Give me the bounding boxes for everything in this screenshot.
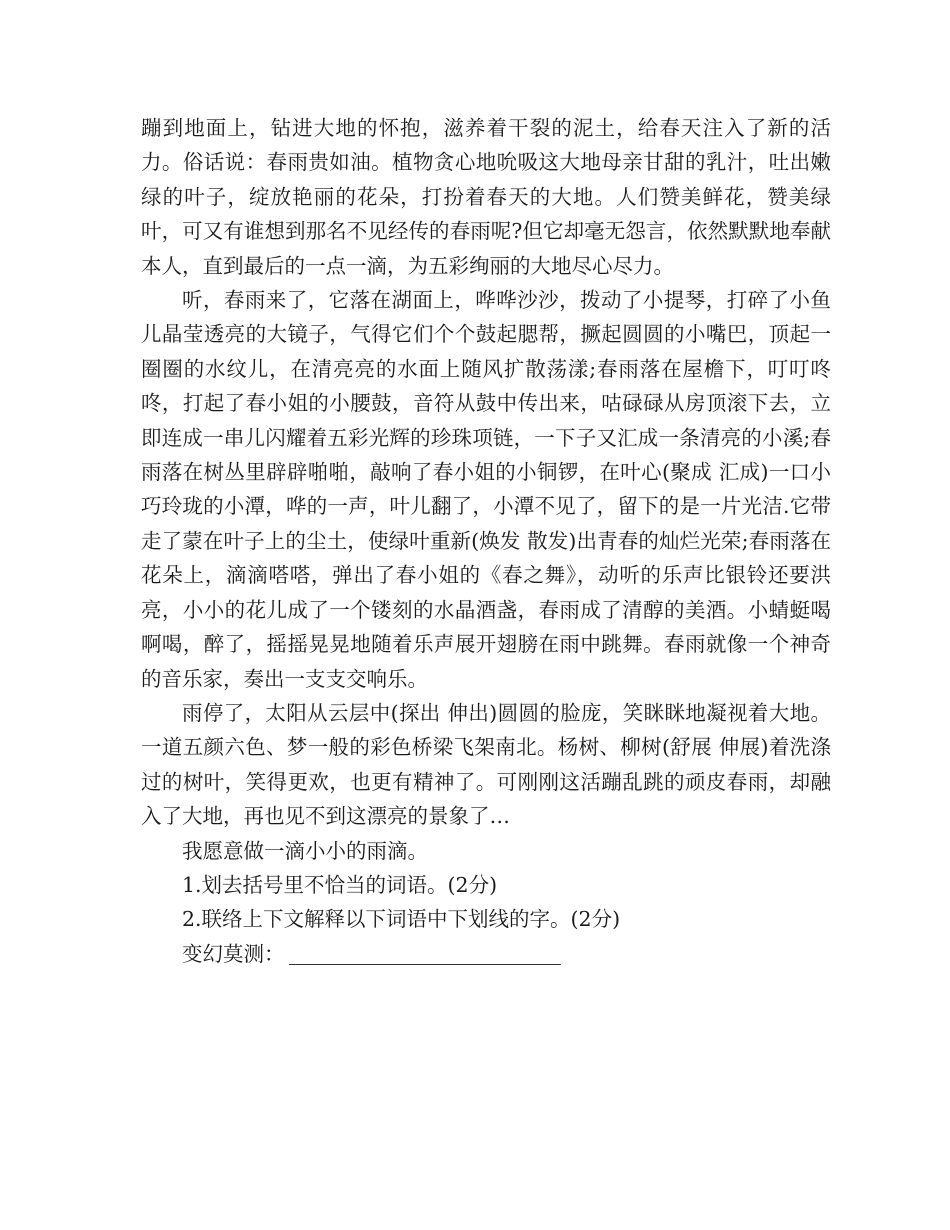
document-page [141, 111, 831, 971]
answer-blank-line[interactable] [289, 942, 561, 965]
paragraph-spring-rain-nourish: 蹦到地面上，钻进大地的怀抱，滋养着干裂的泥土，给春天注入了新的活力。俗话说：春雨贵如油。植物贪心地吮吸这大地母亲甘甜的乳汁，吐出嫩绿的叶子，绽放艳丽的花朵，打扮着春天的大地。人们赞美鲜花，赞美绿叶，可又有谁想到那名不见经传的春雨呢?但它却毫无怨言，依然默默地奉献本人，直到最后的一点一滴，为五彩绚丽的大地尽心尽力。 [141, 116, 831, 278]
closing-line: 我愿意做一滴小小的雨滴。 [182, 838, 428, 863]
fill-in-label: 变幻莫测： [182, 941, 285, 966]
paragraph-after-rain: 雨停了，太阳从云层中(探出 伸出)圆圆的脸庞，笑眯眯地凝视着大地。一道五颜六色、梦一般的彩色桥梁飞架南北。杨树、柳树(舒展 伸展)着洗涤过的树叶，笑得更欢，也更有精神了。可刚刚这活蹦乱跳的顽皮春雨，却融入了大地，再也见不到这漂亮的景象了… [141, 700, 831, 829]
question-2: 2.联络上下文解释以下词语中下划线的字。(2分) [182, 907, 621, 932]
fill-in-row [141, 937, 831, 971]
paragraph-spring-rain-music: 听，春雨来了，它落在湖面上，哗哗沙沙，拨动了小提琴，打碎了小鱼儿晶莹透亮的大镜子，气得它们个个鼓起腮帮，撅起圆圆的小嘴巴，顶起一圈圈的水纹儿，在清亮亮的水面上随风扩散荡漾;春雨落在屋檐下，叮叮咚咚，打起了春小姐的小腰鼓，音符从鼓中传出来，咕碌碌从房顶滚下去，立即连成一串儿闪耀着五彩光辉的珍珠项链，一下子又汇成一条清亮的小溪;春雨落在树丛里辟辟啪啪，敲响了春小姐的小铜锣，在叶心(聚成 汇成)一口小巧玲珑的小潭，哗的一声，叶儿翻了，小潭不见了，留下的是一片光洁.它带走了蒙在叶子上的尘土，使绿叶重新(焕发 散发)出青春的灿烂光荣;春雨落在花朵上，滴滴嗒嗒，弹出了春小姐的《春之舞》，动听的乐声比银铃还要洪亮，小小的花儿成了一个镂刻的水晶酒盏，春雨成了清醇的美酒。小蜻蜓喝啊喝，醉了，摇摇晃晃地随着乐声展开翅膀在雨中跳舞。春雨就像一个神奇的音乐家，奏出一支支交响乐。 [141, 288, 831, 691]
question-1: 1.划去括号里不恰当的词语。(2分) [182, 872, 498, 897]
